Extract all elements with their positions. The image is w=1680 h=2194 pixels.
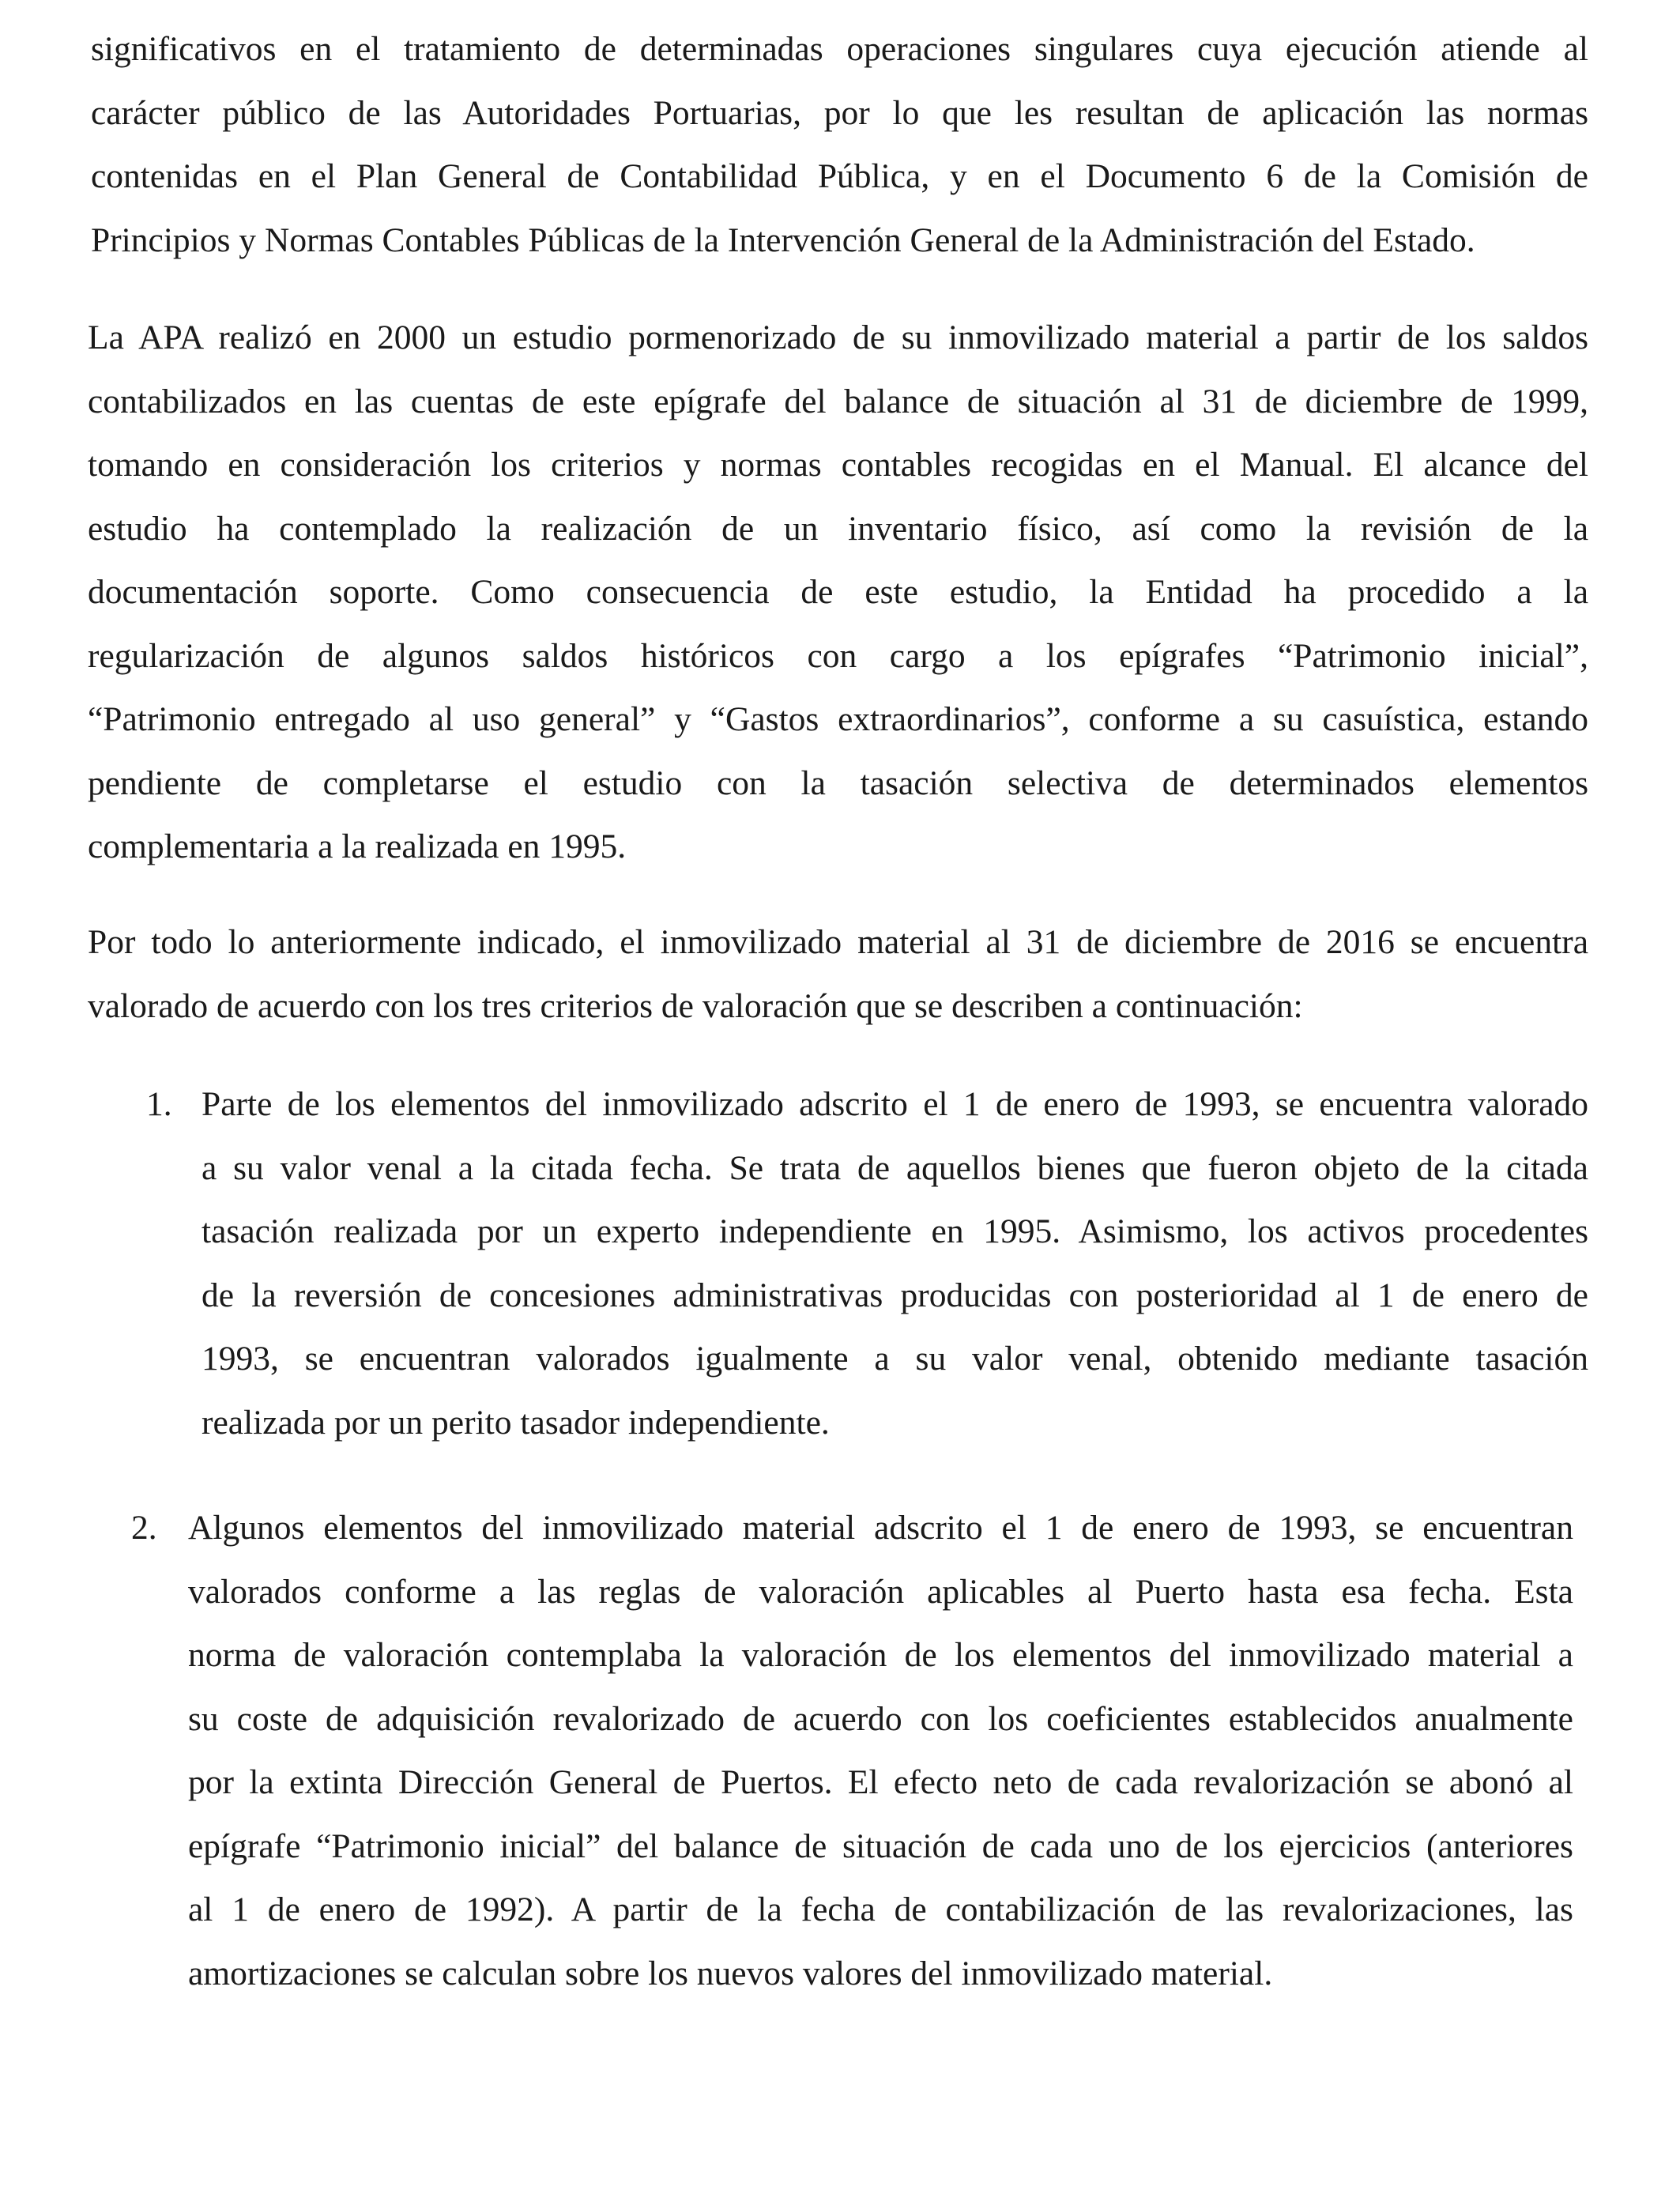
- text-line: valorado de acuerdo con los tres criterios de valoración que se describen a continuación:: [88, 986, 1303, 1025]
- text-line: carácter público de las Autoridades Portuarias, por lo que les resultan de aplicación las normas: [91, 93, 1588, 132]
- text-line: al 1 de enero de 1992). A partir de la fecha de contabilización de las revalorizaciones, las: [188, 1891, 1573, 1928]
- paragraph-valuation-criteria-intro: [88, 910, 1588, 1038]
- text-line: realizada por un perito tasador independiente.: [202, 1403, 830, 1442]
- paragraph-accounting-norms: [91, 17, 1588, 272]
- text-line: epígrafe “Patrimonio inicial” del balance de situación de cada uno de los ejercicios (anteriores: [188, 1826, 1573, 1865]
- text-line: Parte de los elementos del inmovilizado adscrito el 1 de enero de 1993, se encuentra valorado: [202, 1085, 1588, 1123]
- text-line: Algunos elementos del inmovilizado material adscrito el 1 de enero de 1993, se encuentran: [188, 1509, 1573, 1547]
- text-line: valorados conforme a las reglas de valoración aplicables al Puerto hasta esa fecha. Esta: [188, 1572, 1573, 1611]
- text-line: tasación realizada por un experto independiente en 1995. Asimismo, los activos procedentes: [202, 1212, 1588, 1250]
- text-line: estudio ha contemplado la realización de un inventario físico, así como la revisión de la: [88, 509, 1588, 548]
- text-line: pendiente de completarse el estudio con la tasación selectiva de determinados elementos: [88, 763, 1588, 802]
- text-line: amortizaciones se calculan sobre los nuevos valores del inmovilizado material.: [188, 1954, 1273, 1992]
- list-item-text: [188, 1496, 1573, 2005]
- text-line: norma de valoración contemplaba la valoración de los elementos del inmovilizado material a: [188, 1636, 1573, 1674]
- text-line: 1993, se encuentran valorados igualmente a su valor venal, obtenido mediante tasación: [202, 1340, 1588, 1378]
- text-line: complementaria a la realizada en 1995.: [88, 827, 627, 865]
- list-item-text: [202, 1072, 1588, 1454]
- text-line: tomando en consideración los criterios y normas contables recogidas en el Manual. El alcance del: [88, 446, 1588, 484]
- text-line: regularización de algunos saldos históricos con cargo a los epígrafes “Patrimonio inicial”,: [88, 636, 1588, 675]
- text-line: su coste de adquisición revalorizado de acuerdo con los coeficientes establecidos anualmente: [188, 1699, 1573, 1738]
- text-line: contenidas en el Plan General de Contabilidad Pública, y en el Documento 6 de la Comisión de: [91, 157, 1588, 195]
- list-item-number: 2.: [131, 1509, 157, 1547]
- text-line: significativos en el tratamiento de determinadas operaciones singulares cuya ejecución atiende al: [91, 30, 1588, 68]
- text-line: a su valor venal a la citada fecha. Se trata de aquellos bienes que fueron objeto de la citada: [202, 1148, 1588, 1187]
- text-line: contabilizados en las cuentas de este epígrafe del balance de situación al 31 de diciembre de 1999,: [88, 382, 1588, 420]
- list-item-number: 1.: [146, 1085, 172, 1123]
- text-line: por la extinta Dirección General de Puertos. El efecto neto de cada revalorización se abonó al: [188, 1763, 1573, 1801]
- text-line: Principios y Normas Contables Públicas de la Intervención General de la Administración del Estado.: [91, 221, 1475, 259]
- text-line: “Patrimonio entregado al uso general” y “Gastos extraordinarios”, conforme a su casuística, estando: [88, 700, 1588, 738]
- paragraph-apa-study: [88, 306, 1588, 879]
- text-line: de la reversión de concesiones administrativas producidas con posterioridad al 1 de enero de: [202, 1276, 1588, 1314]
- text-line: Por todo lo anteriormente indicado, el inmovilizado material al 31 de diciembre de 2016 se encuentra: [88, 923, 1588, 961]
- text-line: documentación soporte. Como consecuencia de este estudio, la Entidad ha procedido a la: [88, 573, 1588, 611]
- text-line: La APA realizó en 2000 un estudio pormenorizado de su inmovilizado material a partir de los saldos: [88, 319, 1588, 356]
